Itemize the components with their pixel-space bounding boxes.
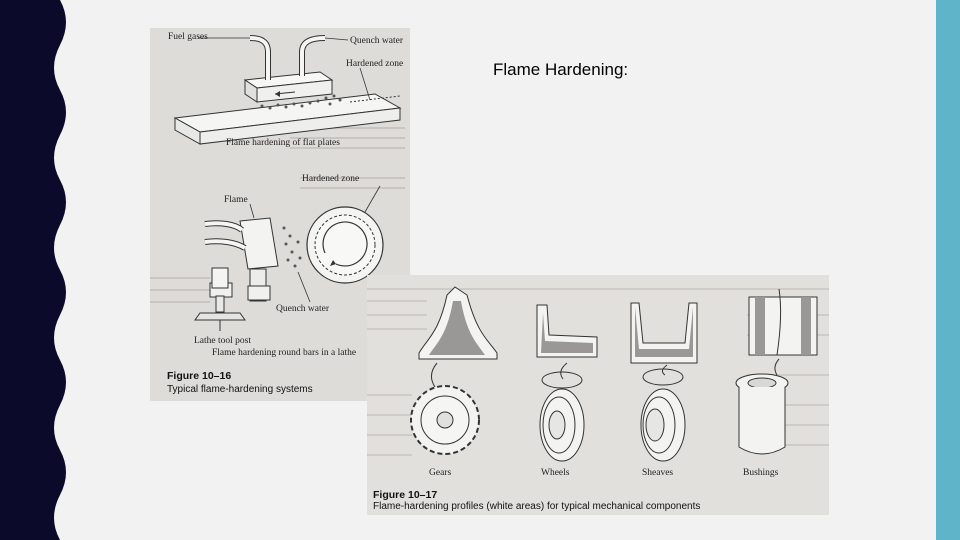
slide-title: Flame Hardening: — [493, 60, 629, 79]
figure-10-17-caption: Flame-hardening profiles (white areas) for typical mechanical components — [373, 501, 701, 512]
label-bushings: Bushings — [743, 468, 779, 478]
figure-10-16-number: Figure 10–16 — [167, 370, 232, 382]
figure-10-17-number: Figure 10–17 — [373, 489, 438, 501]
label-flat-plates-caption: Flame hardening of flat plates — [226, 138, 340, 148]
label-fuel-gases: Fuel gases — [168, 32, 208, 42]
label-quench-water-top: Quench water — [350, 36, 404, 46]
figure-10-16-caption: Typical flame-hardening systems — [167, 384, 313, 395]
label-lathe-tool-post: Lathe tool post — [194, 336, 251, 346]
label-round-bars-caption: Flame hardening round bars in a lathe — [212, 348, 357, 358]
figure-10-17-image — [367, 275, 829, 515]
label-wheels: Wheels — [541, 468, 570, 478]
label-hardened-zone-top: Hardened zone — [346, 59, 404, 69]
left-decorative-band — [0, 0, 80, 540]
right-accent-band — [936, 0, 960, 540]
label-sheaves: Sheaves — [642, 468, 674, 478]
label-gears: Gears — [429, 468, 452, 478]
label-quench-water-round: Quench water — [276, 304, 330, 314]
flame-hardening-profiles-drawing — [367, 275, 829, 515]
label-hardened-zone-round: Hardened zone — [302, 174, 360, 184]
label-flame: Flame — [224, 195, 248, 205]
